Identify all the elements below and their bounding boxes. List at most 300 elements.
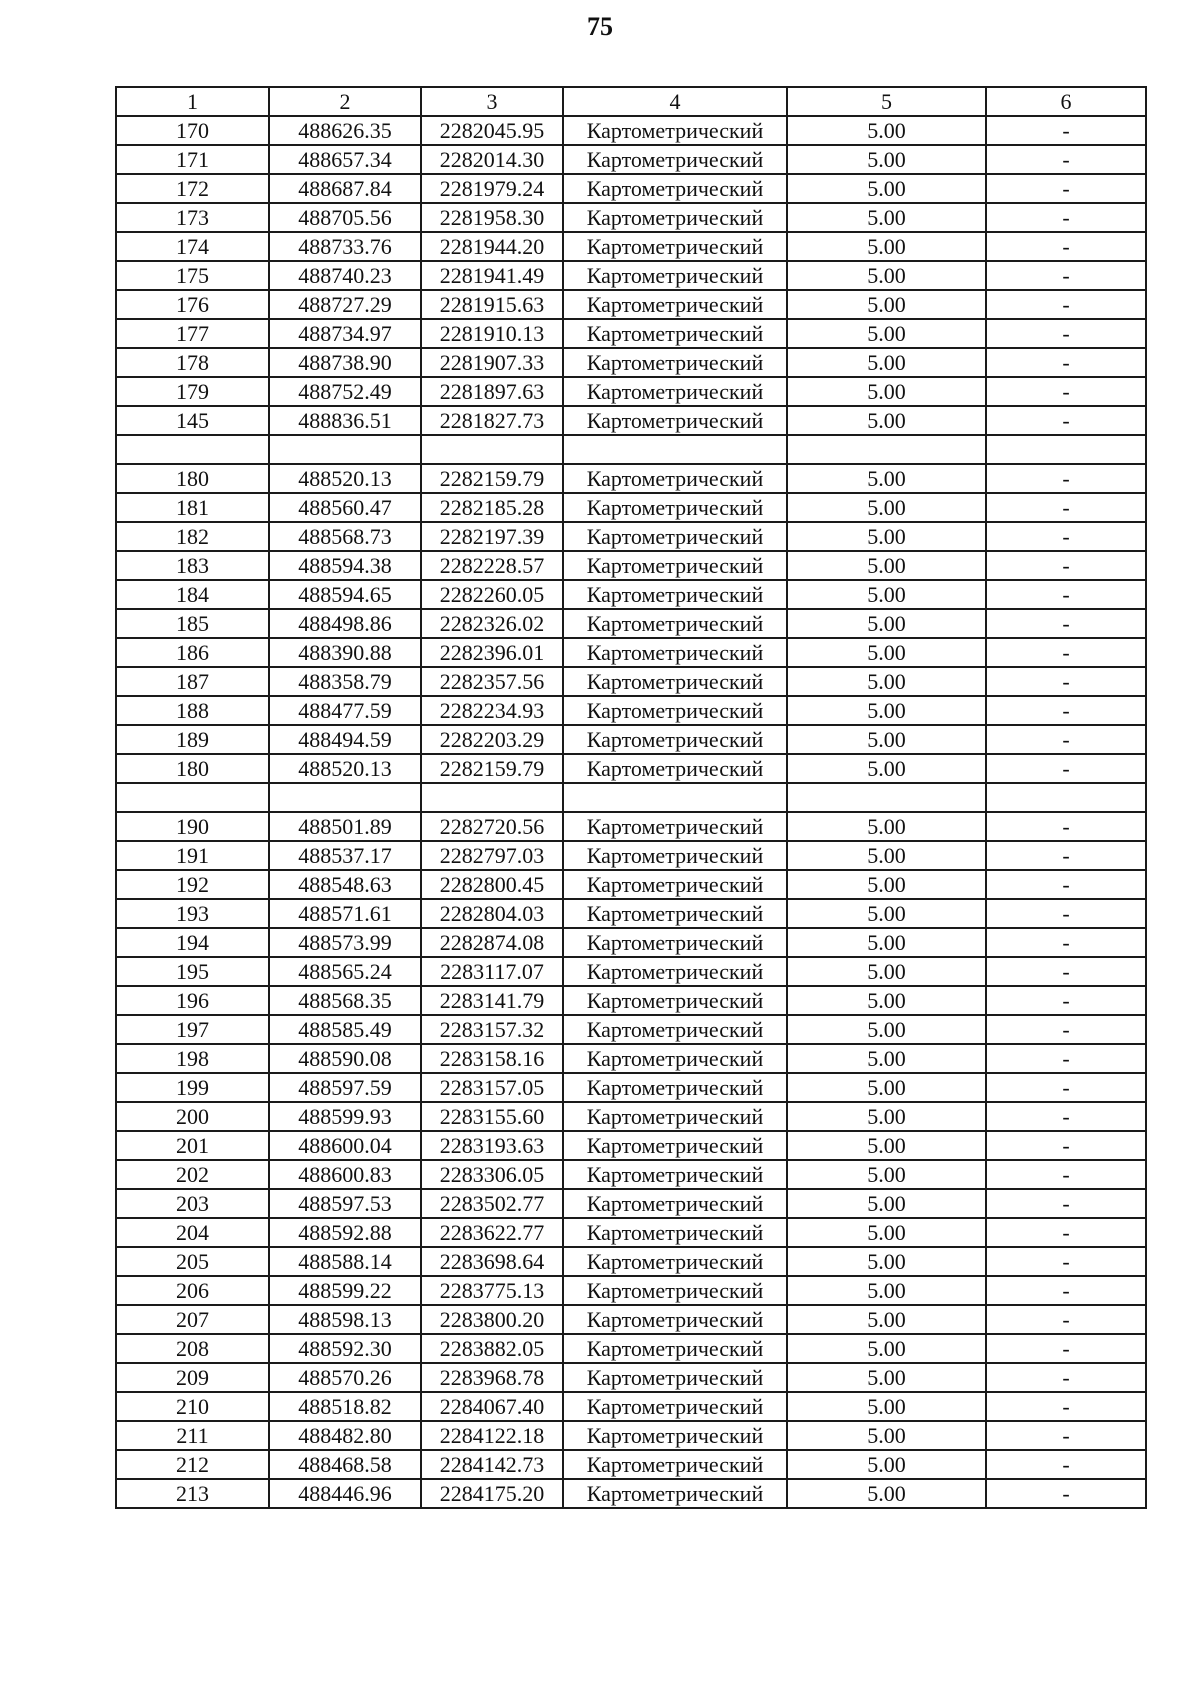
point-number-cell: 182 — [116, 522, 269, 551]
point-number-cell: 200 — [116, 1102, 269, 1131]
point-number-cell: 191 — [116, 841, 269, 870]
accuracy-cell: 5.00 — [787, 1421, 986, 1450]
y-coordinate-cell: 2282045.95 — [421, 116, 563, 145]
method-cell: Картометрический — [563, 1479, 787, 1508]
header-cell-x-coordinate: 2 — [269, 87, 421, 116]
method-cell: Картометрический — [563, 667, 787, 696]
x-coordinate-cell: 488733.76 — [269, 232, 421, 261]
method-cell: Картометрический — [563, 754, 787, 783]
notes-cell: - — [986, 261, 1146, 290]
method-cell: Картометрический — [563, 493, 787, 522]
point-number-cell: 176 — [116, 290, 269, 319]
table-row — [116, 1015, 1146, 1044]
x-coordinate-cell: 488590.08 — [269, 1044, 421, 1073]
point-number-cell: 181 — [116, 493, 269, 522]
notes-cell: - — [986, 406, 1146, 435]
method-cell: Картометрический — [563, 1305, 787, 1334]
y-coordinate-cell: 2283141.79 — [421, 986, 563, 1015]
notes-cell: - — [986, 638, 1146, 667]
table-row — [116, 696, 1146, 725]
notes-cell: - — [986, 1160, 1146, 1189]
x-coordinate-cell: 488570.26 — [269, 1363, 421, 1392]
notes-cell: - — [986, 957, 1146, 986]
y-coordinate-cell: 2282396.01 — [421, 638, 563, 667]
table-row — [116, 928, 1146, 957]
notes-cell: - — [986, 754, 1146, 783]
point-number-cell: 203 — [116, 1189, 269, 1218]
point-number-cell: 180 — [116, 464, 269, 493]
accuracy-cell: 5.00 — [787, 754, 986, 783]
table-row — [116, 1334, 1146, 1363]
accuracy-cell: 5.00 — [787, 522, 986, 551]
y-coordinate-cell: 2283622.77 — [421, 1218, 563, 1247]
y-coordinate-cell: 2283193.63 — [421, 1131, 563, 1160]
y-coordinate-cell: 2281944.20 — [421, 232, 563, 261]
notes-cell: - — [986, 1189, 1146, 1218]
x-coordinate-cell: 488573.99 — [269, 928, 421, 957]
method-cell: Картометрический — [563, 1392, 787, 1421]
x-coordinate-cell — [269, 435, 421, 464]
x-coordinate-cell: 488592.30 — [269, 1334, 421, 1363]
x-coordinate-cell: 488518.82 — [269, 1392, 421, 1421]
method-cell: Картометрический — [563, 957, 787, 986]
table-row — [116, 638, 1146, 667]
method-cell: Картометрический — [563, 464, 787, 493]
method-cell: Картометрический — [563, 696, 787, 725]
point-number-cell: 207 — [116, 1305, 269, 1334]
method-cell: Картометрический — [563, 1421, 787, 1450]
point-number-cell: 210 — [116, 1392, 269, 1421]
table-row — [116, 783, 1146, 812]
table-row — [116, 319, 1146, 348]
point-number-cell: 174 — [116, 232, 269, 261]
x-coordinate-cell: 488600.83 — [269, 1160, 421, 1189]
table-row — [116, 1218, 1146, 1247]
x-coordinate-cell: 488548.63 — [269, 870, 421, 899]
table-row — [116, 1102, 1146, 1131]
table-row — [116, 899, 1146, 928]
accuracy-cell: 5.00 — [787, 348, 986, 377]
table-row — [116, 116, 1146, 145]
x-coordinate-cell: 488498.86 — [269, 609, 421, 638]
point-number-cell: 211 — [116, 1421, 269, 1450]
y-coordinate-cell: 2282159.79 — [421, 754, 563, 783]
accuracy-cell — [787, 783, 986, 812]
y-coordinate-cell: 2283882.05 — [421, 1334, 563, 1363]
x-coordinate-cell: 488565.24 — [269, 957, 421, 986]
x-coordinate-cell: 488494.59 — [269, 725, 421, 754]
y-coordinate-cell: 2283157.05 — [421, 1073, 563, 1102]
y-coordinate-cell: 2282260.05 — [421, 580, 563, 609]
x-coordinate-cell: 488520.13 — [269, 754, 421, 783]
x-coordinate-cell — [269, 783, 421, 812]
accuracy-cell: 5.00 — [787, 1392, 986, 1421]
table-row — [116, 1305, 1146, 1334]
point-number-cell — [116, 435, 269, 464]
table-row — [116, 1160, 1146, 1189]
accuracy-cell: 5.00 — [787, 957, 986, 986]
point-number-cell: 171 — [116, 145, 269, 174]
accuracy-cell: 5.00 — [787, 493, 986, 522]
method-cell: Картометрический — [563, 174, 787, 203]
point-number-cell: 199 — [116, 1073, 269, 1102]
point-number-cell: 179 — [116, 377, 269, 406]
table-row — [116, 580, 1146, 609]
notes-cell: - — [986, 1073, 1146, 1102]
point-number-cell: 173 — [116, 203, 269, 232]
accuracy-cell: 5.00 — [787, 174, 986, 203]
table-row — [116, 464, 1146, 493]
table-header — [116, 87, 1146, 116]
method-cell: Картометрический — [563, 870, 787, 899]
accuracy-cell: 5.00 — [787, 638, 986, 667]
point-number-cell: 193 — [116, 899, 269, 928]
method-cell: Картометрический — [563, 1189, 787, 1218]
accuracy-cell: 5.00 — [787, 406, 986, 435]
point-number-cell: 209 — [116, 1363, 269, 1392]
notes-cell: - — [986, 1015, 1146, 1044]
method-cell: Картометрический — [563, 1450, 787, 1479]
table-row — [116, 1131, 1146, 1160]
x-coordinate-cell: 488836.51 — [269, 406, 421, 435]
notes-cell: - — [986, 1479, 1146, 1508]
accuracy-cell: 5.00 — [787, 1015, 986, 1044]
method-cell: Картометрический — [563, 319, 787, 348]
table-row — [116, 406, 1146, 435]
notes-cell: - — [986, 609, 1146, 638]
table-row — [116, 1392, 1146, 1421]
table-row — [116, 261, 1146, 290]
notes-cell: - — [986, 493, 1146, 522]
y-coordinate-cell: 2283800.20 — [421, 1305, 563, 1334]
method-cell: Картометрический — [563, 1218, 787, 1247]
method-cell: Картометрический — [563, 261, 787, 290]
y-coordinate-cell: 2282185.28 — [421, 493, 563, 522]
x-coordinate-cell: 488482.80 — [269, 1421, 421, 1450]
y-coordinate-cell: 2282234.93 — [421, 696, 563, 725]
notes-cell: - — [986, 551, 1146, 580]
notes-cell: - — [986, 464, 1146, 493]
method-cell: Картометрический — [563, 580, 787, 609]
x-coordinate-cell: 488588.14 — [269, 1247, 421, 1276]
y-coordinate-cell: 2281979.24 — [421, 174, 563, 203]
y-coordinate-cell: 2282357.56 — [421, 667, 563, 696]
method-cell: Картометрический — [563, 1102, 787, 1131]
notes-cell: - — [986, 1247, 1146, 1276]
header-cell-y-coordinate: 3 — [421, 87, 563, 116]
method-cell: Картометрический — [563, 232, 787, 261]
x-coordinate-cell: 488740.23 — [269, 261, 421, 290]
notes-cell: - — [986, 1421, 1146, 1450]
table-row — [116, 174, 1146, 203]
method-cell: Картометрический — [563, 406, 787, 435]
y-coordinate-cell: 2281907.33 — [421, 348, 563, 377]
table-row — [116, 290, 1146, 319]
table-row — [116, 435, 1146, 464]
accuracy-cell: 5.00 — [787, 667, 986, 696]
method-cell: Картометрический — [563, 1363, 787, 1392]
point-number-cell: 184 — [116, 580, 269, 609]
point-number-cell: 213 — [116, 1479, 269, 1508]
table-row — [116, 203, 1146, 232]
x-coordinate-cell: 488568.35 — [269, 986, 421, 1015]
notes-cell: - — [986, 928, 1146, 957]
accuracy-cell: 5.00 — [787, 1363, 986, 1392]
table-row — [116, 609, 1146, 638]
y-coordinate-cell: 2283158.16 — [421, 1044, 563, 1073]
x-coordinate-cell: 488358.79 — [269, 667, 421, 696]
y-coordinate-cell — [421, 783, 563, 812]
table-row — [116, 1450, 1146, 1479]
notes-cell: - — [986, 580, 1146, 609]
x-coordinate-cell: 488657.34 — [269, 145, 421, 174]
table-row — [116, 551, 1146, 580]
table-row — [116, 1363, 1146, 1392]
point-number-cell: 172 — [116, 174, 269, 203]
point-number-cell: 177 — [116, 319, 269, 348]
notes-cell: - — [986, 319, 1146, 348]
notes-cell: - — [986, 1334, 1146, 1363]
header-cell-notes: 6 — [986, 87, 1146, 116]
y-coordinate-cell — [421, 435, 563, 464]
x-coordinate-cell: 488560.47 — [269, 493, 421, 522]
y-coordinate-cell: 2284142.73 — [421, 1450, 563, 1479]
point-number-cell: 195 — [116, 957, 269, 986]
notes-cell: - — [986, 696, 1146, 725]
y-coordinate-cell: 2283157.32 — [421, 1015, 563, 1044]
point-number-cell: 192 — [116, 870, 269, 899]
method-cell: Картометрический — [563, 1044, 787, 1073]
y-coordinate-cell: 2282800.45 — [421, 870, 563, 899]
x-coordinate-cell: 488598.13 — [269, 1305, 421, 1334]
x-coordinate-cell: 488477.59 — [269, 696, 421, 725]
x-coordinate-cell: 488597.53 — [269, 1189, 421, 1218]
point-number-cell: 196 — [116, 986, 269, 1015]
table-row — [116, 145, 1146, 174]
y-coordinate-cell: 2282804.03 — [421, 899, 563, 928]
accuracy-cell: 5.00 — [787, 899, 986, 928]
accuracy-cell: 5.00 — [787, 870, 986, 899]
accuracy-cell: 5.00 — [787, 1305, 986, 1334]
point-number-cell: 204 — [116, 1218, 269, 1247]
table-row — [116, 667, 1146, 696]
method-cell: Картометрический — [563, 145, 787, 174]
point-number-cell: 185 — [116, 609, 269, 638]
accuracy-cell: 5.00 — [787, 1160, 986, 1189]
method-cell: Картометрический — [563, 1247, 787, 1276]
header-cell-point-number: 1 — [116, 87, 269, 116]
x-coordinate-cell: 488571.61 — [269, 899, 421, 928]
x-coordinate-cell: 488446.96 — [269, 1479, 421, 1508]
x-coordinate-cell: 488594.38 — [269, 551, 421, 580]
notes-cell: - — [986, 348, 1146, 377]
y-coordinate-cell: 2283155.60 — [421, 1102, 563, 1131]
point-number-cell: 170 — [116, 116, 269, 145]
method-cell — [563, 783, 787, 812]
accuracy-cell: 5.00 — [787, 1131, 986, 1160]
notes-cell: - — [986, 203, 1146, 232]
method-cell: Картометрический — [563, 1160, 787, 1189]
header-row — [116, 87, 1146, 116]
notes-cell: - — [986, 986, 1146, 1015]
method-cell: Картометрический — [563, 1015, 787, 1044]
method-cell: Картометрический — [563, 841, 787, 870]
accuracy-cell: 5.00 — [787, 145, 986, 174]
notes-cell: - — [986, 145, 1146, 174]
table-row — [116, 1421, 1146, 1450]
method-cell — [563, 435, 787, 464]
point-number-cell: 145 — [116, 406, 269, 435]
notes-cell — [986, 783, 1146, 812]
point-number-cell: 194 — [116, 928, 269, 957]
accuracy-cell: 5.00 — [787, 580, 986, 609]
notes-cell — [986, 435, 1146, 464]
table-body — [116, 116, 1146, 1508]
point-number-cell: 180 — [116, 754, 269, 783]
point-number-cell: 190 — [116, 812, 269, 841]
notes-cell: - — [986, 725, 1146, 754]
table-row — [116, 1479, 1146, 1508]
table-row — [116, 1073, 1146, 1102]
method-cell: Картометрический — [563, 522, 787, 551]
point-number-cell: 183 — [116, 551, 269, 580]
x-coordinate-cell: 488597.59 — [269, 1073, 421, 1102]
y-coordinate-cell: 2282197.39 — [421, 522, 563, 551]
x-coordinate-cell: 488734.97 — [269, 319, 421, 348]
accuracy-cell: 5.00 — [787, 1218, 986, 1247]
table-row — [116, 841, 1146, 870]
table-row — [116, 1044, 1146, 1073]
method-cell: Картометрический — [563, 1131, 787, 1160]
accuracy-cell: 5.00 — [787, 203, 986, 232]
notes-cell: - — [986, 1450, 1146, 1479]
x-coordinate-cell: 488390.88 — [269, 638, 421, 667]
method-cell: Картометрический — [563, 348, 787, 377]
accuracy-cell: 5.00 — [787, 1189, 986, 1218]
table-row — [116, 1189, 1146, 1218]
x-coordinate-cell: 488468.58 — [269, 1450, 421, 1479]
point-number-cell: 212 — [116, 1450, 269, 1479]
method-cell: Картометрический — [563, 725, 787, 754]
notes-cell: - — [986, 1102, 1146, 1131]
table-row — [116, 522, 1146, 551]
y-coordinate-cell: 2281915.63 — [421, 290, 563, 319]
y-coordinate-cell: 2284175.20 — [421, 1479, 563, 1508]
x-coordinate-cell: 488501.89 — [269, 812, 421, 841]
method-cell: Картометрический — [563, 203, 787, 232]
point-number-cell: 201 — [116, 1131, 269, 1160]
y-coordinate-cell: 2282797.03 — [421, 841, 563, 870]
point-number-cell: 206 — [116, 1276, 269, 1305]
accuracy-cell: 5.00 — [787, 696, 986, 725]
accuracy-cell: 5.00 — [787, 377, 986, 406]
method-cell: Картометрический — [563, 551, 787, 580]
notes-cell: - — [986, 522, 1146, 551]
point-number-cell: 188 — [116, 696, 269, 725]
table-row — [116, 870, 1146, 899]
accuracy-cell: 5.00 — [787, 464, 986, 493]
table-row — [116, 493, 1146, 522]
x-coordinate-cell: 488592.88 — [269, 1218, 421, 1247]
y-coordinate-cell: 2283117.07 — [421, 957, 563, 986]
accuracy-cell: 5.00 — [787, 551, 986, 580]
x-coordinate-cell: 488600.04 — [269, 1131, 421, 1160]
y-coordinate-cell: 2282326.02 — [421, 609, 563, 638]
notes-cell: - — [986, 667, 1146, 696]
accuracy-cell: 5.00 — [787, 986, 986, 1015]
method-cell: Картометрический — [563, 609, 787, 638]
accuracy-cell: 5.00 — [787, 1450, 986, 1479]
x-coordinate-cell: 488705.56 — [269, 203, 421, 232]
notes-cell: - — [986, 812, 1146, 841]
point-number-cell: 175 — [116, 261, 269, 290]
page-number: 75 — [587, 12, 613, 41]
coordinates-table — [115, 86, 1147, 1509]
table-row — [116, 377, 1146, 406]
y-coordinate-cell: 2282874.08 — [421, 928, 563, 957]
accuracy-cell: 5.00 — [787, 1276, 986, 1305]
notes-cell: - — [986, 841, 1146, 870]
accuracy-cell: 5.00 — [787, 1247, 986, 1276]
table-row — [116, 1276, 1146, 1305]
y-coordinate-cell: 2281910.13 — [421, 319, 563, 348]
accuracy-cell: 5.00 — [787, 1044, 986, 1073]
notes-cell: - — [986, 174, 1146, 203]
method-cell: Картометрический — [563, 1276, 787, 1305]
y-coordinate-cell: 2281827.73 — [421, 406, 563, 435]
method-cell: Картометрический — [563, 377, 787, 406]
notes-cell: - — [986, 1131, 1146, 1160]
notes-cell: - — [986, 870, 1146, 899]
accuracy-cell: 5.00 — [787, 261, 986, 290]
point-number-cell: 186 — [116, 638, 269, 667]
point-number-cell: 189 — [116, 725, 269, 754]
accuracy-cell: 5.00 — [787, 116, 986, 145]
notes-cell: - — [986, 1392, 1146, 1421]
x-coordinate-cell: 488568.73 — [269, 522, 421, 551]
notes-cell: - — [986, 1276, 1146, 1305]
y-coordinate-cell: 2282159.79 — [421, 464, 563, 493]
x-coordinate-cell: 488626.35 — [269, 116, 421, 145]
method-cell: Картометрический — [563, 928, 787, 957]
method-cell: Картометрический — [563, 812, 787, 841]
accuracy-cell: 5.00 — [787, 1479, 986, 1508]
y-coordinate-cell: 2283306.05 — [421, 1160, 563, 1189]
point-number-cell: 178 — [116, 348, 269, 377]
accuracy-cell: 5.00 — [787, 232, 986, 261]
y-coordinate-cell: 2283775.13 — [421, 1276, 563, 1305]
notes-cell: - — [986, 377, 1146, 406]
x-coordinate-cell: 488599.93 — [269, 1102, 421, 1131]
notes-cell: - — [986, 899, 1146, 928]
notes-cell: - — [986, 1044, 1146, 1073]
y-coordinate-cell: 2283968.78 — [421, 1363, 563, 1392]
point-number-cell: 187 — [116, 667, 269, 696]
accuracy-cell: 5.00 — [787, 609, 986, 638]
table-row — [116, 348, 1146, 377]
table-row — [116, 754, 1146, 783]
accuracy-cell: 5.00 — [787, 290, 986, 319]
table-row — [116, 957, 1146, 986]
x-coordinate-cell: 488727.29 — [269, 290, 421, 319]
point-number-cell: 202 — [116, 1160, 269, 1189]
x-coordinate-cell: 488687.84 — [269, 174, 421, 203]
y-coordinate-cell: 2282014.30 — [421, 145, 563, 174]
notes-cell: - — [986, 1363, 1146, 1392]
y-coordinate-cell: 2281897.63 — [421, 377, 563, 406]
header-cell-accuracy: 5 — [787, 87, 986, 116]
table-row — [116, 986, 1146, 1015]
